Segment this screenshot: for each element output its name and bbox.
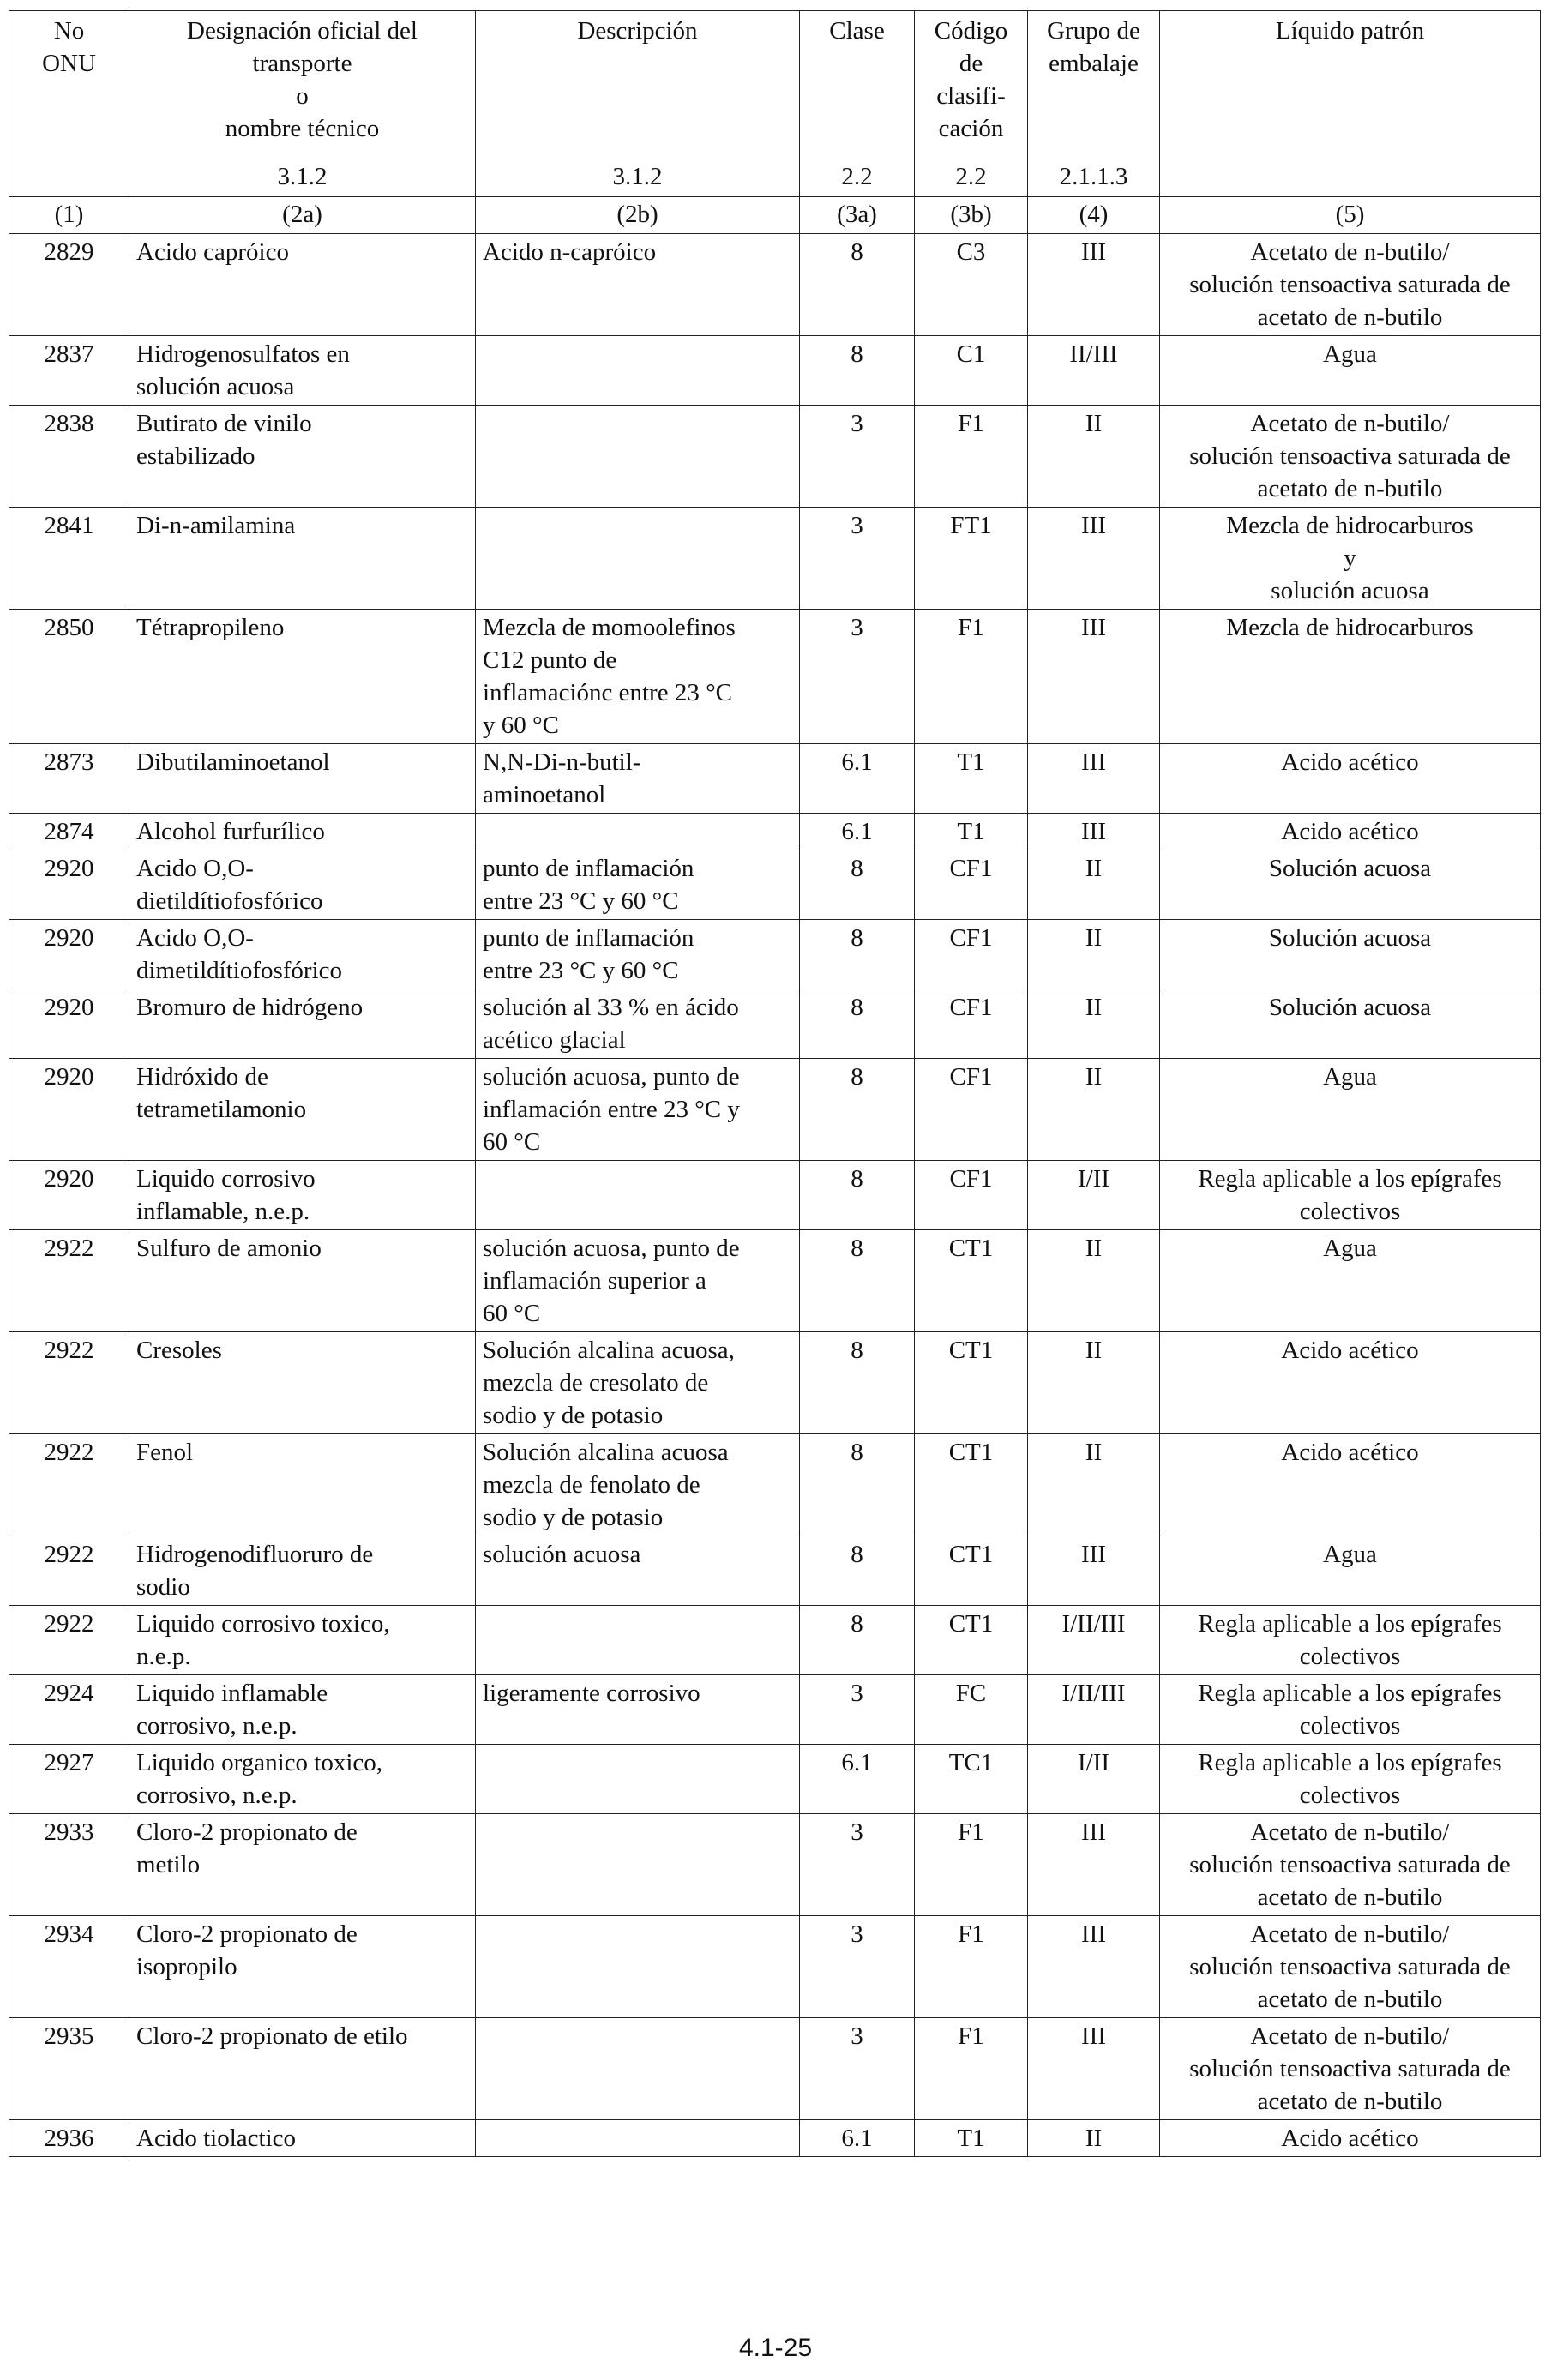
packing-group-cell: III — [1028, 508, 1160, 610]
class-cell: 8 — [800, 1536, 915, 1606]
description-cell — [476, 508, 800, 610]
reference-liquid-cell: Solución acuosa — [1160, 920, 1541, 989]
description-cell: solución acuosa — [476, 1536, 800, 1606]
class-cell: 8 — [800, 1606, 915, 1675]
un-number-cell: 2936 — [9, 2120, 129, 2157]
reference-liquid-cell: Agua — [1160, 336, 1541, 406]
classification-code-cell: CF1 — [915, 1059, 1028, 1161]
table-row — [9, 1675, 1541, 1745]
table-row — [9, 850, 1541, 920]
shipping-name-cell: Liquido corrosivo toxico, n.e.p. — [129, 1606, 476, 1675]
classification-code-cell: CT1 — [915, 1606, 1028, 1675]
shipping-name-cell: Cloro-2 propionato de isopropilo — [129, 1916, 476, 2018]
table-row — [9, 406, 1541, 508]
class-cell: 3 — [800, 406, 915, 508]
description-cell: solución acuosa, punto de inflamación superior a 60 °C — [476, 1230, 800, 1332]
column-header-reference: 2.1.1.3 — [1059, 163, 1128, 190]
description-cell: Mezcla de momoolefinos C12 punto de inflamaciónc entre 23 °C y 60 °C — [476, 610, 800, 744]
table-row — [9, 2120, 1541, 2157]
reference-liquid-cell: Acetato de n-butilo/ solución tensoactiva saturada de acetato de n-butilo — [1160, 1916, 1541, 2018]
classification-code-cell: CF1 — [915, 920, 1028, 989]
un-number-cell: 2934 — [9, 1916, 129, 2018]
column-number: (4) — [1028, 197, 1160, 234]
class-cell: 3 — [800, 1916, 915, 2018]
classification-code-cell: F1 — [915, 2018, 1028, 2120]
column-number: (1) — [9, 197, 129, 234]
class-cell: 8 — [800, 336, 915, 406]
column-header-label: No ONU — [42, 17, 96, 77]
column-header-label: Descripción — [577, 17, 698, 45]
description-cell: punto de inflamación entre 23 °C y 60 °C — [476, 850, 800, 920]
packing-group-cell: I/II — [1028, 1745, 1160, 1814]
column-header — [800, 11, 915, 197]
packing-group-cell: II — [1028, 850, 1160, 920]
description-cell — [476, 2120, 800, 2157]
reference-liquid-cell: Acido acético — [1160, 814, 1541, 850]
un-number-cell: 2837 — [9, 336, 129, 406]
reference-liquid-cell: Acido acético — [1160, 1434, 1541, 1536]
classification-code-cell: CF1 — [915, 989, 1028, 1059]
reference-liquid-cell: Solución acuosa — [1160, 850, 1541, 920]
description-cell — [476, 406, 800, 508]
reference-liquid-cell: Mezcla de hidrocarburos y solución acuosa — [1160, 508, 1541, 610]
dangerous-goods-table — [9, 10, 1541, 2157]
description-cell: solución al 33 % en ácido acético glacial — [476, 989, 800, 1059]
classification-code-cell: CF1 — [915, 1161, 1028, 1230]
un-number-cell: 2920 — [9, 850, 129, 920]
shipping-name-cell: Fenol — [129, 1434, 476, 1536]
un-number-cell: 2924 — [9, 1675, 129, 1745]
packing-group-cell: III — [1028, 744, 1160, 814]
un-number-cell: 2920 — [9, 1161, 129, 1230]
reference-liquid-cell: Regla aplicable a los epígrafes colectivos — [1160, 1161, 1541, 1230]
reference-liquid-cell: Regla aplicable a los epígrafes colectivos — [1160, 1606, 1541, 1675]
table-row — [9, 744, 1541, 814]
classification-code-cell: C3 — [915, 234, 1028, 336]
reference-liquid-cell: Acetato de n-butilo/ solución tensoactiva saturada de acetato de n-butilo — [1160, 406, 1541, 508]
un-number-cell: 2920 — [9, 1059, 129, 1161]
document-page — [9, 10, 1540, 2157]
classification-code-cell: T1 — [915, 744, 1028, 814]
class-cell: 8 — [800, 850, 915, 920]
column-header — [1160, 11, 1541, 197]
shipping-name-cell: Cloro-2 propionato de metilo — [129, 1814, 476, 1916]
reference-liquid-cell: Acido acético — [1160, 2120, 1541, 2157]
description-cell — [476, 1916, 800, 2018]
class-cell: 3 — [800, 1675, 915, 1745]
un-number-cell: 2933 — [9, 1814, 129, 1916]
table-row — [9, 1814, 1541, 1916]
description-cell — [476, 1606, 800, 1675]
classification-code-cell: T1 — [915, 814, 1028, 850]
shipping-name-cell: Acido capróico — [129, 234, 476, 336]
classification-code-cell: TC1 — [915, 1745, 1028, 1814]
description-cell: Solución alcalina acuosa mezcla de fenolato de sodio y de potasio — [476, 1434, 800, 1536]
table-row — [9, 1916, 1541, 2018]
shipping-name-cell: Liquido inflamable corrosivo, n.e.p. — [129, 1675, 476, 1745]
table-row — [9, 1161, 1541, 1230]
un-number-cell: 2841 — [9, 508, 129, 610]
column-header-label: Designación oficial del transporte o nombre técnico — [187, 17, 418, 142]
un-number-cell: 2829 — [9, 234, 129, 336]
table-row — [9, 1059, 1541, 1161]
classification-code-cell: F1 — [915, 610, 1028, 744]
shipping-name-cell: Liquido organico toxico, corrosivo, n.e.p. — [129, 1745, 476, 1814]
reference-liquid-cell: Acido acético — [1160, 1332, 1541, 1434]
class-cell: 6.1 — [800, 814, 915, 850]
classification-code-cell: F1 — [915, 1916, 1028, 2018]
classification-code-cell: CT1 — [915, 1332, 1028, 1434]
class-cell: 3 — [800, 610, 915, 744]
column-header — [1028, 11, 1160, 197]
class-cell: 6.1 — [800, 1745, 915, 1814]
table-row — [9, 1745, 1541, 1814]
shipping-name-cell: Dibutilaminoetanol — [129, 744, 476, 814]
table-row — [9, 1332, 1541, 1434]
shipping-name-cell: Sulfuro de amonio — [129, 1230, 476, 1332]
column-header — [129, 11, 476, 197]
description-cell: ligeramente corrosivo — [476, 1675, 800, 1745]
class-cell: 8 — [800, 920, 915, 989]
classification-code-cell: CT1 — [915, 1434, 1028, 1536]
table-row — [9, 814, 1541, 850]
column-number: (3b) — [915, 197, 1028, 234]
table-row — [9, 989, 1541, 1059]
reference-liquid-cell: Mezcla de hidrocarburos — [1160, 610, 1541, 744]
column-number: (2b) — [476, 197, 800, 234]
shipping-name-cell: Acido O,O- dimetildítiofosfórico — [129, 920, 476, 989]
column-header-label: Grupo de embalaje — [1047, 17, 1140, 77]
packing-group-cell: II — [1028, 1230, 1160, 1332]
table-row — [9, 1606, 1541, 1675]
reference-liquid-cell: Acido acético — [1160, 744, 1541, 814]
packing-group-cell: II — [1028, 920, 1160, 989]
table-row — [9, 2018, 1541, 2120]
class-cell: 3 — [800, 2018, 915, 2120]
shipping-name-cell: Tétrapropileno — [129, 610, 476, 744]
column-header-label: Líquido patrón — [1275, 17, 1425, 45]
packing-group-cell: II — [1028, 1059, 1160, 1161]
class-cell: 8 — [800, 1161, 915, 1230]
description-cell: Solución alcalina acuosa, mezcla de cresolato de sodio y de potasio — [476, 1332, 800, 1434]
description-cell — [476, 1161, 800, 1230]
un-number-cell: 2874 — [9, 814, 129, 850]
un-number-cell: 2920 — [9, 989, 129, 1059]
class-cell: 8 — [800, 1059, 915, 1161]
packing-group-cell: I/II — [1028, 1161, 1160, 1230]
packing-group-cell: III — [1028, 234, 1160, 336]
packing-group-cell: I/II/III — [1028, 1675, 1160, 1745]
shipping-name-cell: Alcohol furfurílico — [129, 814, 476, 850]
reference-liquid-cell: Regla aplicable a los epígrafes colectivos — [1160, 1675, 1541, 1745]
un-number-cell: 2922 — [9, 1536, 129, 1606]
column-header-reference: 2.2 — [955, 163, 987, 190]
packing-group-cell: III — [1028, 1916, 1160, 2018]
packing-group-cell: I/II/III — [1028, 1606, 1160, 1675]
classification-code-cell: T1 — [915, 2120, 1028, 2157]
reference-liquid-cell: Regla aplicable a los epígrafes colectivos — [1160, 1745, 1541, 1814]
column-number: (5) — [1160, 197, 1541, 234]
table-row — [9, 610, 1541, 744]
description-cell — [476, 814, 800, 850]
class-cell: 8 — [800, 234, 915, 336]
packing-group-cell: II — [1028, 989, 1160, 1059]
description-cell — [476, 2018, 800, 2120]
description-cell: Acido n-capróico — [476, 234, 800, 336]
un-number-cell: 2922 — [9, 1606, 129, 1675]
shipping-name-cell: Cloro-2 propionato de etilo — [129, 2018, 476, 2120]
un-number-cell: 2850 — [9, 610, 129, 744]
shipping-name-cell: Acido O,O- dietildítiofosfórico — [129, 850, 476, 920]
column-header — [9, 11, 129, 197]
table-row — [9, 1230, 1541, 1332]
packing-group-cell: III — [1028, 1536, 1160, 1606]
column-header-row — [9, 11, 1541, 197]
shipping-name-cell: Acido tiolactico — [129, 2120, 476, 2157]
class-cell: 8 — [800, 1230, 915, 1332]
packing-group-cell: II — [1028, 1332, 1160, 1434]
shipping-name-cell: Liquido corrosivo inflamable, n.e.p. — [129, 1161, 476, 1230]
packing-group-cell: III — [1028, 610, 1160, 744]
class-cell: 3 — [800, 508, 915, 610]
class-cell: 6.1 — [800, 2120, 915, 2157]
classification-code-cell: CT1 — [915, 1536, 1028, 1606]
un-number-cell: 2922 — [9, 1230, 129, 1332]
table-row — [9, 508, 1541, 610]
shipping-name-cell: Di-n-amilamina — [129, 508, 476, 610]
description-cell — [476, 1745, 800, 1814]
un-number-cell: 2922 — [9, 1332, 129, 1434]
packing-group-cell: II — [1028, 406, 1160, 508]
packing-group-cell: II — [1028, 1434, 1160, 1536]
column-number: (3a) — [800, 197, 915, 234]
reference-liquid-cell: Agua — [1160, 1536, 1541, 1606]
table-row — [9, 336, 1541, 406]
reference-liquid-cell: Agua — [1160, 1059, 1541, 1161]
reference-liquid-cell: Acetato de n-butilo/ solución tensoactiva saturada de acetato de n-butilo — [1160, 2018, 1541, 2120]
shipping-name-cell: Hidrogenodifluoruro de sodio — [129, 1536, 476, 1606]
shipping-name-cell: Hidrogenosulfatos en solución acuosa — [129, 336, 476, 406]
shipping-name-cell: Bromuro de hidrógeno — [129, 989, 476, 1059]
description-cell: N,N-Di-n-butil- aminoetanol — [476, 744, 800, 814]
description-cell: solución acuosa, punto de inflamación entre 23 °C y 60 °C — [476, 1059, 800, 1161]
classification-code-cell: CF1 — [915, 850, 1028, 920]
class-cell: 8 — [800, 989, 915, 1059]
reference-liquid-cell: Acetato de n-butilo/ solución tensoactiva saturada de acetato de n-butilo — [1160, 234, 1541, 336]
column-header-label: Código de clasifi- cación — [934, 17, 1008, 142]
column-header-label: Clase — [829, 17, 885, 45]
description-cell — [476, 1814, 800, 1916]
un-number-cell: 2920 — [9, 920, 129, 989]
classification-code-cell: C1 — [915, 336, 1028, 406]
class-cell: 6.1 — [800, 744, 915, 814]
classification-code-cell: FT1 — [915, 508, 1028, 610]
page-number: 4.1-25 — [738, 2334, 813, 2362]
column-header-reference: 2.2 — [841, 163, 873, 190]
packing-group-cell: II — [1028, 2120, 1160, 2157]
reference-liquid-cell: Agua — [1160, 1230, 1541, 1332]
shipping-name-cell: Cresoles — [129, 1332, 476, 1434]
un-number-cell: 2873 — [9, 744, 129, 814]
column-header — [915, 11, 1028, 197]
description-cell: punto de inflamación entre 23 °C y 60 °C — [476, 920, 800, 989]
packing-group-cell: II/III — [1028, 336, 1160, 406]
class-cell: 8 — [800, 1332, 915, 1434]
class-cell: 8 — [800, 1434, 915, 1536]
table-body — [9, 234, 1541, 2157]
classification-code-cell: F1 — [915, 406, 1028, 508]
classification-code-cell: CT1 — [915, 1230, 1028, 1332]
packing-group-cell: III — [1028, 814, 1160, 850]
reference-liquid-cell: Solución acuosa — [1160, 989, 1541, 1059]
column-header-reference: 3.1.2 — [277, 163, 328, 190]
table-row — [9, 234, 1541, 336]
column-number: (2a) — [129, 197, 476, 234]
reference-liquid-cell: Acetato de n-butilo/ solución tensoactiva saturada de acetato de n-butilo — [1160, 1814, 1541, 1916]
classification-code-cell: F1 — [915, 1814, 1028, 1916]
shipping-name-cell: Hidróxido de tetrametilamonio — [129, 1059, 476, 1161]
column-header-reference: 3.1.2 — [612, 163, 663, 190]
class-cell: 3 — [800, 1814, 915, 1916]
un-number-cell: 2935 — [9, 2018, 129, 2120]
shipping-name-cell: Butirato de vinilo estabilizado — [129, 406, 476, 508]
packing-group-cell: III — [1028, 1814, 1160, 1916]
column-header — [476, 11, 800, 197]
un-number-cell: 2927 — [9, 1745, 129, 1814]
packing-group-cell: III — [1028, 2018, 1160, 2120]
table-row — [9, 920, 1541, 989]
table-row — [9, 1434, 1541, 1536]
classification-code-cell: FC — [915, 1675, 1028, 1745]
un-number-cell: 2922 — [9, 1434, 129, 1536]
column-number-row — [9, 197, 1541, 234]
un-number-cell: 2838 — [9, 406, 129, 508]
description-cell — [476, 336, 800, 406]
table-row — [9, 1536, 1541, 1606]
